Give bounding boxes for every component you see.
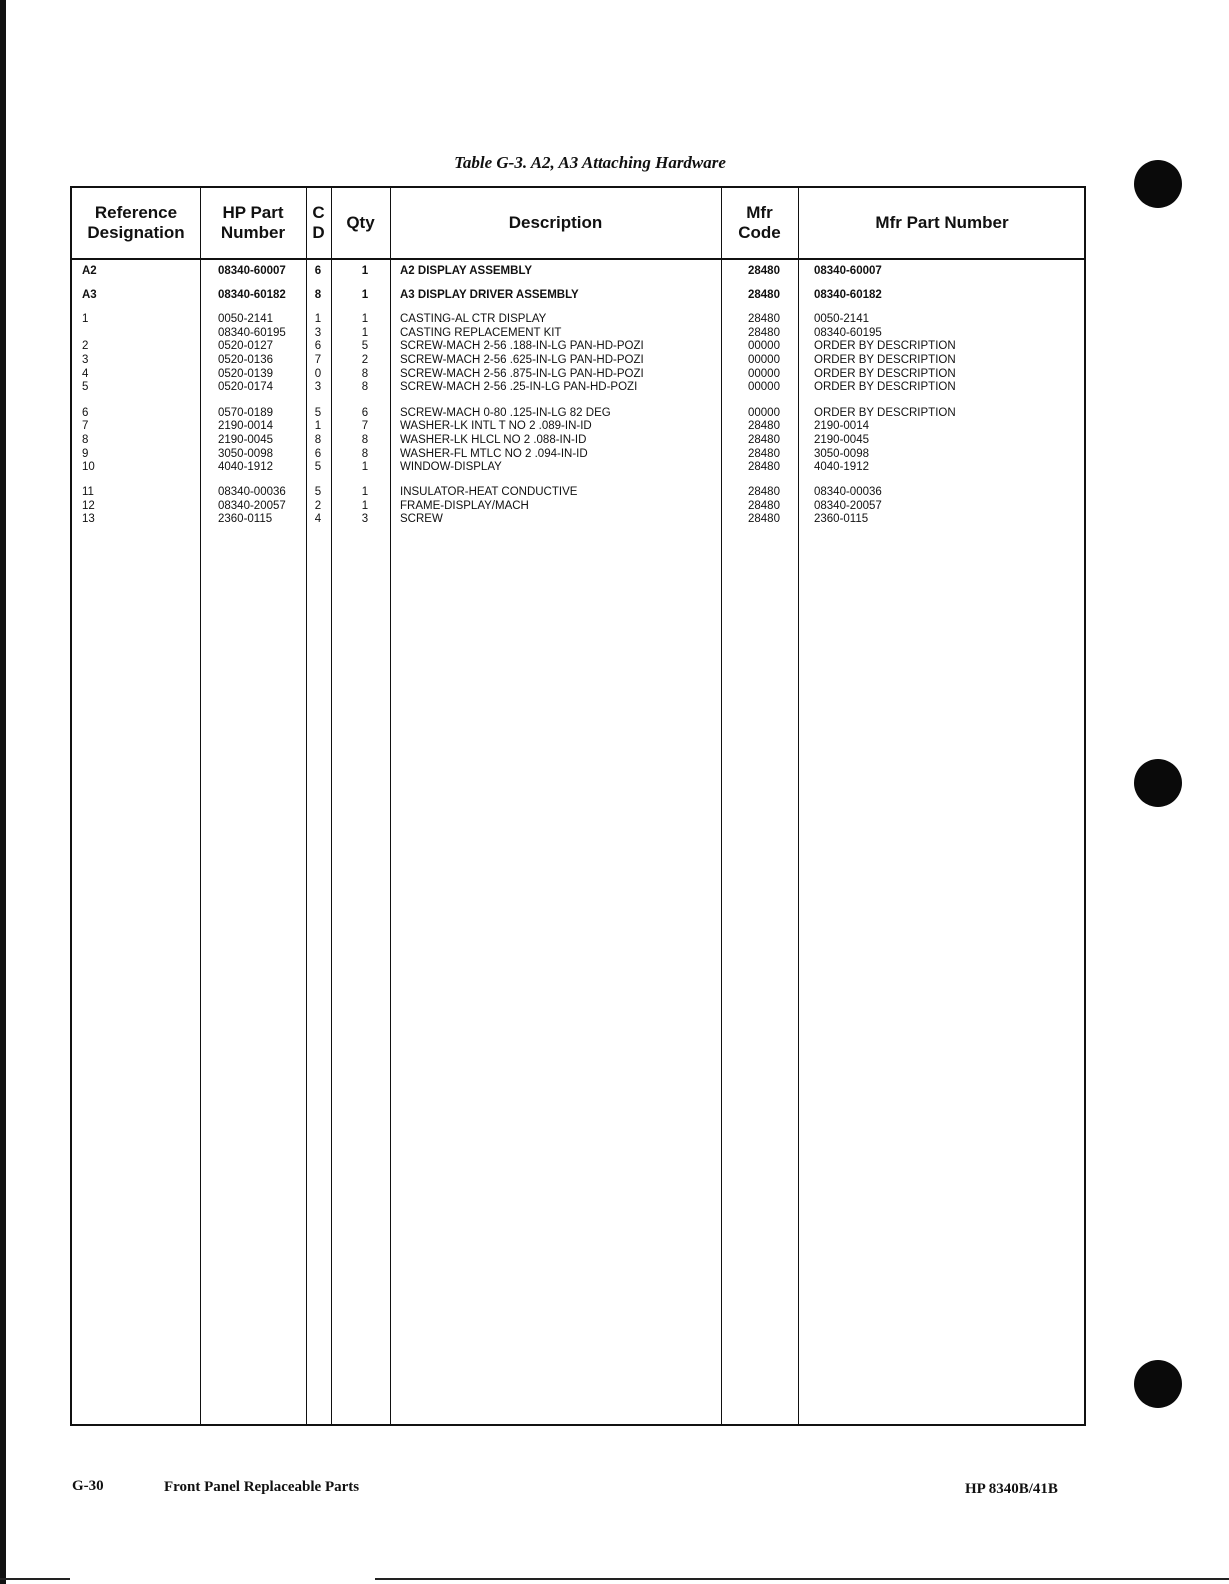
cell-description: FRAME-DISPLAY/MACH [400, 500, 529, 512]
page-bottom-rule [0, 1578, 70, 1580]
section-title: Front Panel Replaceable Parts [164, 1479, 360, 1495]
cell-mfr-part-number: 2190-0045 [814, 434, 869, 446]
cell-hp-part-number: 4040-1912 [218, 461, 273, 473]
cell-description: SCREW-MACH 2-56 .25-IN-LG PAN-HD-POZI [400, 381, 638, 393]
cell-reference-designation: A3 [82, 289, 97, 301]
cell-mfr-code: 28480 [748, 434, 780, 446]
cell-reference-designation: 9 [82, 448, 89, 460]
cell-mfr-code: 28480 [748, 313, 780, 325]
cell-qty: 8 [361, 381, 369, 393]
page-number: G-30 [72, 1478, 104, 1494]
cell-cd: 5 [314, 407, 322, 419]
cell-mfr-part-number: 2360-0115 [814, 513, 869, 525]
cell-qty: 7 [361, 420, 369, 432]
cell-description: WASHER-FL MTLC NO 2 .094-IN-ID [400, 448, 588, 460]
header-hp-part-number: HP Part Number [220, 203, 286, 242]
cell-cd: 0 [314, 368, 322, 380]
cell-mfr-code: 28480 [748, 500, 780, 512]
cell-mfr-part-number: 0050-2141 [814, 313, 869, 325]
cell-qty: 2 [361, 354, 369, 366]
cell-hp-part-number: 0520-0136 [218, 354, 273, 366]
punch-hole-bottom [1134, 1360, 1182, 1408]
cell-qty: 5 [361, 340, 369, 352]
cell-description: CASTING-AL CTR DISPLAY [400, 313, 547, 325]
cell-mfr-code: 00000 [748, 354, 780, 366]
cell-description: SCREW-MACH 2-56 .875-IN-LG PAN-HD-POZI [400, 368, 644, 380]
cell-mfr-part-number: ORDER BY DESCRIPTION [814, 407, 956, 419]
cell-reference-designation: 2 [82, 340, 89, 352]
cell-mfr-code: 28480 [748, 289, 780, 301]
cell-description: SCREW-MACH 0-80 .125-IN-LG 82 DEG [400, 407, 611, 419]
cell-cd: 1 [314, 313, 322, 325]
cell-mfr-code: 00000 [748, 407, 780, 419]
cell-reference-designation: 4 [82, 368, 89, 380]
cell-cd: 6 [314, 265, 322, 277]
cell-reference-designation: 1 [82, 313, 89, 325]
cell-hp-part-number: 08340-60182 [218, 289, 286, 301]
cell-description: CASTING REPLACEMENT KIT [400, 327, 562, 339]
cell-description: SCREW [400, 513, 443, 525]
cell-hp-part-number: 2190-0014 [218, 420, 273, 432]
cell-mfr-code: 28480 [748, 265, 780, 277]
cell-mfr-code: 28480 [748, 448, 780, 460]
cell-mfr-code: 00000 [748, 368, 780, 380]
cell-reference-designation: 6 [82, 407, 89, 419]
cell-mfr-part-number: ORDER BY DESCRIPTION [814, 381, 956, 393]
cell-description: SCREW-MACH 2-56 .188-IN-LG PAN-HD-POZI [400, 340, 644, 352]
column-divider [331, 188, 332, 1424]
cell-qty: 1 [361, 327, 369, 339]
cell-hp-part-number: 2190-0045 [218, 434, 273, 446]
cell-mfr-part-number: ORDER BY DESCRIPTION [814, 354, 956, 366]
cell-qty: 1 [361, 486, 369, 498]
cell-description: SCREW-MACH 2-56 .625-IN-LG PAN-HD-POZI [400, 354, 644, 366]
cell-qty: 1 [361, 289, 369, 301]
cell-mfr-part-number: ORDER BY DESCRIPTION [814, 340, 956, 352]
column-divider [798, 188, 799, 1424]
cell-mfr-part-number: 3050-0098 [814, 448, 869, 460]
cell-description: A3 DISPLAY DRIVER ASSEMBLY [400, 289, 579, 301]
cell-description: INSULATOR-HEAT CONDUCTIVE [400, 486, 578, 498]
header-mfr-code: Mfr Code [738, 203, 781, 242]
page-bottom-rule [375, 1578, 1229, 1580]
cell-mfr-code: 28480 [748, 420, 780, 432]
cell-qty: 8 [361, 434, 369, 446]
cell-cd: 1 [314, 420, 322, 432]
header-rule [72, 258, 1084, 260]
cell-mfr-part-number: 4040-1912 [814, 461, 869, 473]
cell-mfr-part-number: 08340-00036 [814, 486, 882, 498]
cell-cd: 7 [314, 354, 322, 366]
punch-hole-top [1134, 160, 1182, 208]
cell-qty: 3 [361, 513, 369, 525]
cell-mfr-code: 00000 [748, 340, 780, 352]
cell-hp-part-number: 0520-0127 [218, 340, 273, 352]
cell-cd: 5 [314, 486, 322, 498]
cell-cd: 3 [314, 381, 322, 393]
cell-qty: 8 [361, 368, 369, 380]
cell-mfr-part-number: 08340-60195 [814, 327, 882, 339]
cell-hp-part-number: 08340-00036 [218, 486, 286, 498]
cell-hp-part-number: 3050-0098 [218, 448, 273, 460]
cell-reference-designation: 5 [82, 381, 89, 393]
cell-hp-part-number: 0570-0189 [218, 407, 273, 419]
cell-mfr-part-number: 08340-60182 [814, 289, 882, 301]
cell-mfr-code: 28480 [748, 486, 780, 498]
header-qty: Qty [346, 213, 375, 232]
cell-cd: 2 [314, 500, 322, 512]
header-description: Description [508, 213, 603, 232]
cell-cd: 6 [314, 340, 322, 352]
cell-mfr-code: 28480 [748, 327, 780, 339]
cell-reference-designation: 3 [82, 354, 89, 366]
cell-mfr-code: 28480 [748, 513, 780, 525]
cell-mfr-part-number: 08340-60007 [814, 265, 882, 277]
cell-qty: 8 [361, 448, 369, 460]
binding-edge [0, 0, 6, 1584]
cell-hp-part-number: 08340-60007 [218, 265, 286, 277]
cell-hp-part-number: 0520-0174 [218, 381, 273, 393]
cell-mfr-code: 00000 [748, 381, 780, 393]
cell-hp-part-number: 08340-60195 [218, 327, 286, 339]
cell-mfr-part-number: 2190-0014 [814, 420, 869, 432]
cell-reference-designation: 7 [82, 420, 89, 432]
cell-qty: 1 [361, 265, 369, 277]
cell-description: A2 DISPLAY ASSEMBLY [400, 265, 533, 277]
cell-cd: 6 [314, 448, 322, 460]
cell-description: WASHER-LK INTL T NO 2 .089-IN-ID [400, 420, 592, 432]
cell-hp-part-number: 0520-0139 [218, 368, 273, 380]
cell-reference-designation: 12 [82, 500, 95, 512]
parts-table [70, 186, 1086, 1426]
cell-qty: 6 [361, 407, 369, 419]
header-reference-designation: Reference Designation [87, 203, 185, 242]
cell-mfr-part-number: ORDER BY DESCRIPTION [814, 368, 956, 380]
cell-hp-part-number: 2360-0115 [218, 513, 273, 525]
cell-reference-designation: 13 [82, 513, 95, 525]
cell-qty: 1 [361, 500, 369, 512]
table-title: Table G-3. A2, A3 Attaching Hardware [454, 153, 726, 172]
header-cd: C D [312, 203, 325, 242]
cell-mfr-part-number: 08340-20057 [814, 500, 882, 512]
column-divider [306, 188, 307, 1424]
cell-reference-designation: 8 [82, 434, 89, 446]
cell-reference-designation: 10 [82, 461, 95, 473]
cell-cd: 3 [314, 327, 322, 339]
cell-description: WINDOW-DISPLAY [400, 461, 502, 473]
cell-cd: 8 [314, 289, 322, 301]
cell-mfr-code: 28480 [748, 461, 780, 473]
column-divider [200, 188, 201, 1424]
cell-qty: 1 [361, 461, 369, 473]
cell-qty: 1 [361, 313, 369, 325]
cell-cd: 4 [314, 513, 322, 525]
cell-cd: 5 [314, 461, 322, 473]
column-divider [390, 188, 391, 1424]
header-mfr-part-number: Mfr Part Number [875, 213, 1009, 232]
cell-hp-part-number: 0050-2141 [218, 313, 273, 325]
punch-hole-middle [1134, 759, 1182, 807]
model-number: HP 8340B/41B [965, 1481, 1058, 1497]
cell-reference-designation: 11 [82, 486, 94, 498]
cell-hp-part-number: 08340-20057 [218, 500, 286, 512]
cell-description: WASHER-LK HLCL NO 2 .088-IN-ID [400, 434, 587, 446]
cell-cd: 8 [314, 434, 322, 446]
cell-reference-designation: A2 [82, 265, 97, 277]
column-divider [721, 188, 722, 1424]
